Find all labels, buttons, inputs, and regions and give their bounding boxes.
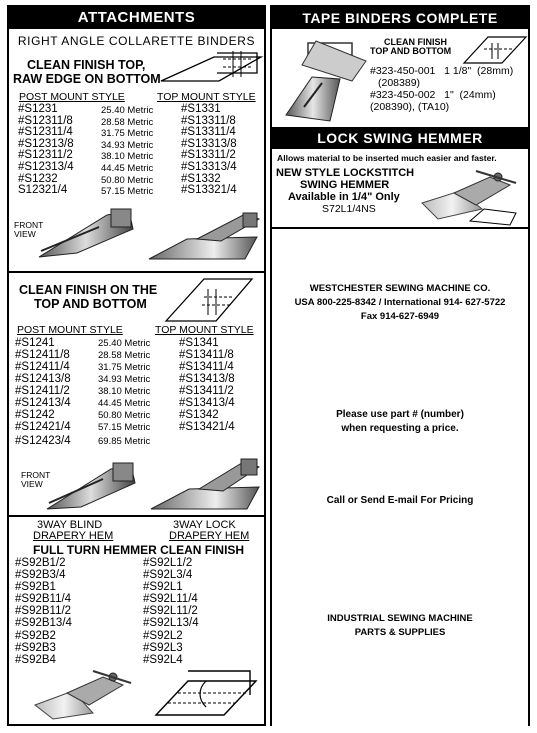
s2-post-item: #S1242 bbox=[15, 409, 55, 421]
lock-hem-label-1: 3WAY LOCK bbox=[173, 519, 236, 531]
s2-top-item: #S13421/4 bbox=[179, 421, 235, 433]
s1-top-item: #S13321/4 bbox=[181, 184, 237, 197]
s1-post-item: #S1232 bbox=[18, 172, 58, 185]
s2-metric-item: 31.75 Metric bbox=[98, 362, 151, 373]
right-panel bbox=[270, 5, 530, 726]
s1-heading-line1: CLEAN FINISH TOP, bbox=[27, 58, 146, 72]
s1-post-item: #S1231 bbox=[18, 103, 58, 115]
s2-post-item: #S1241 bbox=[15, 337, 55, 349]
tape-binders-title: TAPE BINDERS COMPLETE bbox=[272, 7, 528, 29]
s2-metric-item: 28.58 Metric bbox=[98, 350, 151, 361]
s1-post-item: #S12311/8 bbox=[18, 114, 73, 127]
lock-code-item: #S92L1/2 bbox=[143, 557, 193, 569]
s1-metric-item: 25.40 Metric bbox=[101, 105, 154, 116]
s2-heading-line1: CLEAN FINISH ON THE bbox=[19, 283, 158, 297]
collarette-subtitle: RIGHT ANGLE COLLARETTE BINDERS bbox=[17, 34, 256, 48]
lock-code-item: #S92L4 bbox=[143, 653, 183, 666]
blind-codes-list bbox=[15, 557, 72, 666]
company-name: WESTCHESTER SEWING MACHINE CO. bbox=[309, 283, 491, 294]
s1-top-item: #S13313/8 bbox=[181, 137, 237, 150]
full-turn-heading: FULL TURN HEMMER CLEAN FINISH bbox=[33, 543, 245, 557]
blind-code-item: #S92B4 bbox=[15, 653, 56, 666]
company-phone: USA 800-225-8342 / International 914- 627-5722 bbox=[294, 297, 506, 308]
attachments-title: ATTACHMENTS bbox=[9, 7, 264, 29]
hemmer-photo bbox=[33, 663, 143, 721]
please-line-2: when requesting a price. bbox=[341, 423, 459, 434]
s1-metric-item: 34.93 Metric bbox=[101, 139, 154, 151]
s2-metric-item: 57.15 Metric bbox=[98, 422, 151, 433]
s2-post-item: #S12421/4 bbox=[15, 421, 71, 433]
binder-diagram-2 bbox=[164, 275, 254, 325]
lock-code-item: #S92L13/4 bbox=[143, 617, 199, 630]
s1-top-label: TOP MOUNT STYLE bbox=[157, 91, 256, 103]
s1-post-item: #S12313/4 bbox=[18, 160, 74, 173]
s2-post-list bbox=[15, 337, 71, 447]
lock-part-number: S72L1/4NS bbox=[322, 203, 376, 215]
s2-post-label: POST MOUNT STYLE bbox=[17, 324, 123, 336]
s2-metric-item: 34.93 Metric bbox=[98, 374, 151, 385]
s1-post-item: #S12311/2 bbox=[18, 149, 73, 162]
s2-top-item: #S13413/4 bbox=[179, 397, 235, 409]
s2-top-label: TOP MOUNT STYLE bbox=[155, 324, 254, 336]
lock-codes-list bbox=[143, 557, 199, 666]
s2-metric-item: 38.10 Metric bbox=[98, 386, 151, 397]
s2-post-item: #S12413/8 bbox=[15, 373, 71, 385]
s1-post-label: POST MOUNT STYLE bbox=[19, 91, 125, 103]
s2-post-item: #S12411/2 bbox=[15, 385, 70, 397]
lock-hem-label-2: DRAPERY HEM bbox=[169, 530, 250, 542]
s1-top-item: #S13311/2 bbox=[181, 149, 236, 162]
lock-new-style-2: SWING HEMMER bbox=[300, 179, 390, 191]
s2-front-view-1: FRONT bbox=[21, 470, 51, 480]
tape-line-3: #323-450-002 1" (24mm) bbox=[370, 89, 496, 101]
s1-top-item: #S1331 bbox=[181, 103, 221, 115]
tape-clean-1: CLEAN FINISH bbox=[384, 37, 447, 47]
lock-code-item: #S92L3 bbox=[143, 641, 183, 654]
divider bbox=[9, 515, 264, 517]
s2-post-item: #S12423/4 bbox=[15, 435, 71, 447]
s2-heading-line2: TOP AND BOTTOM bbox=[34, 297, 147, 311]
lock-new-style-3: Available in 1/4" Only bbox=[288, 191, 400, 203]
s1-post-item: S12321/4 bbox=[18, 184, 68, 197]
blind-code-item: #S92B13/4 bbox=[15, 617, 72, 630]
binder-photo-post-2 bbox=[45, 459, 137, 515]
binder-diagram-1 bbox=[159, 51, 264, 87]
s2-metric-item: 69.85 Metric bbox=[98, 436, 151, 447]
blind-code-item: #S92B3 bbox=[15, 641, 56, 654]
tape-clean-2: TOP AND BOTTOM bbox=[370, 46, 452, 56]
binder-photo-top-2 bbox=[149, 453, 264, 515]
industrial-line-1: INDUSTRIAL SEWING MACHINE bbox=[327, 613, 473, 624]
lock-code-item: #S92L11/4 bbox=[143, 593, 198, 606]
s2-post-item: #S12413/4 bbox=[15, 397, 71, 409]
s2-metric-item: 25.40 Metric bbox=[98, 338, 151, 349]
s2-top-item: #S1342 bbox=[179, 409, 219, 421]
blind-code-item: #S92B11/4 bbox=[15, 593, 72, 606]
divider bbox=[272, 227, 528, 229]
blind-code-item: #S92B1 bbox=[15, 581, 56, 594]
s2-metric-list bbox=[98, 338, 150, 448]
s2-metric-item: 44.45 Metric bbox=[98, 398, 151, 409]
tape-line-2: (208389) bbox=[378, 77, 421, 89]
s2-metric-item: 50.80 Metric bbox=[98, 410, 151, 421]
s1-metric-item: 44.45 Metric bbox=[101, 162, 154, 174]
s1-front-view-1: FRONT bbox=[14, 220, 44, 230]
s2-top-item: #S13413/8 bbox=[179, 373, 235, 385]
s2-post-item: #S12411/4 bbox=[15, 361, 70, 373]
binder-photo-post-1 bbox=[37, 207, 137, 263]
s1-metric-item: 57.15 Metric bbox=[101, 186, 154, 198]
blind-hem-label-1: 3WAY BLIND bbox=[37, 519, 103, 531]
s2-top-item: #S13411/2 bbox=[179, 385, 234, 397]
s1-heading-line2: RAW EDGE ON BOTTOM bbox=[13, 72, 161, 86]
s2-post-item: #S12411/8 bbox=[15, 349, 70, 361]
company-fax: Fax 914-627-6949 bbox=[360, 311, 440, 322]
divider bbox=[9, 271, 264, 273]
s1-metric-item: 38.10 Metric bbox=[101, 151, 154, 163]
lock-code-item: #S92L3/4 bbox=[143, 569, 193, 582]
s1-front-view-2: VIEW bbox=[14, 229, 36, 239]
blind-code-item: #S92B11/2 bbox=[15, 605, 72, 618]
s2-top-item: #S13411/4 bbox=[179, 361, 234, 373]
blind-code-item: #S92B2 bbox=[15, 629, 56, 642]
s1-post-item: #S12311/4 bbox=[18, 126, 73, 139]
s2-top-item: #S13411/8 bbox=[179, 349, 234, 361]
s1-top-item: #S13311/8 bbox=[181, 114, 236, 127]
s1-top-list bbox=[181, 104, 237, 197]
s1-metric-list bbox=[101, 105, 153, 198]
binder-photo-top-1 bbox=[147, 207, 262, 265]
s1-top-item: #S13313/4 bbox=[181, 160, 237, 173]
industrial-line-2: PARTS & SUPPLIES bbox=[354, 627, 446, 638]
lock-code-item: #S92L1 bbox=[143, 581, 183, 594]
lock-allows-text: Allows material to be inserted much easier and faster. bbox=[277, 153, 497, 163]
lock-hemmer-photo bbox=[420, 163, 520, 227]
s1-metric-item: 50.80 Metric bbox=[101, 174, 154, 186]
lock-swing-title: LOCK SWING HEMMER bbox=[272, 127, 528, 149]
s1-metric-item: 31.75 Metric bbox=[101, 128, 154, 140]
lock-new-style-1: NEW STYLE LOCKSTITCH bbox=[276, 167, 415, 179]
call-pricing: Call or Send E-mail For Pricing bbox=[326, 495, 474, 506]
blind-code-item: #S92B3/4 bbox=[15, 569, 66, 582]
s1-top-item: #S1332 bbox=[181, 172, 221, 185]
tape-line-1: #323-450-001 1 1/8" (28mm) bbox=[370, 65, 514, 77]
please-line-1: Please use part # (number) bbox=[336, 409, 464, 420]
s1-post-item: #S12313/8 bbox=[18, 137, 74, 150]
s1-post-list bbox=[18, 104, 74, 197]
attachments-panel bbox=[7, 5, 266, 726]
lock-code-item: #S92L2 bbox=[143, 629, 183, 642]
s2-front-view-2: VIEW bbox=[21, 479, 43, 489]
tape-line-4: (208390), (TA10) bbox=[370, 101, 450, 113]
s2-top-item: #S1341 bbox=[179, 337, 219, 349]
tape-binder-diagram bbox=[462, 33, 528, 67]
blind-hem-label-2: DRAPERY HEM bbox=[33, 530, 114, 542]
s1-metric-item: 28.58 Metric bbox=[101, 116, 154, 128]
s1-top-item: #S13311/4 bbox=[181, 126, 236, 139]
blind-code-item: #S92B1/2 bbox=[15, 557, 66, 569]
hemmer-diagram bbox=[154, 667, 260, 719]
tape-binder-photo bbox=[282, 37, 372, 123]
s2-top-list bbox=[179, 337, 235, 433]
lock-code-item: #S92L11/2 bbox=[143, 605, 198, 618]
